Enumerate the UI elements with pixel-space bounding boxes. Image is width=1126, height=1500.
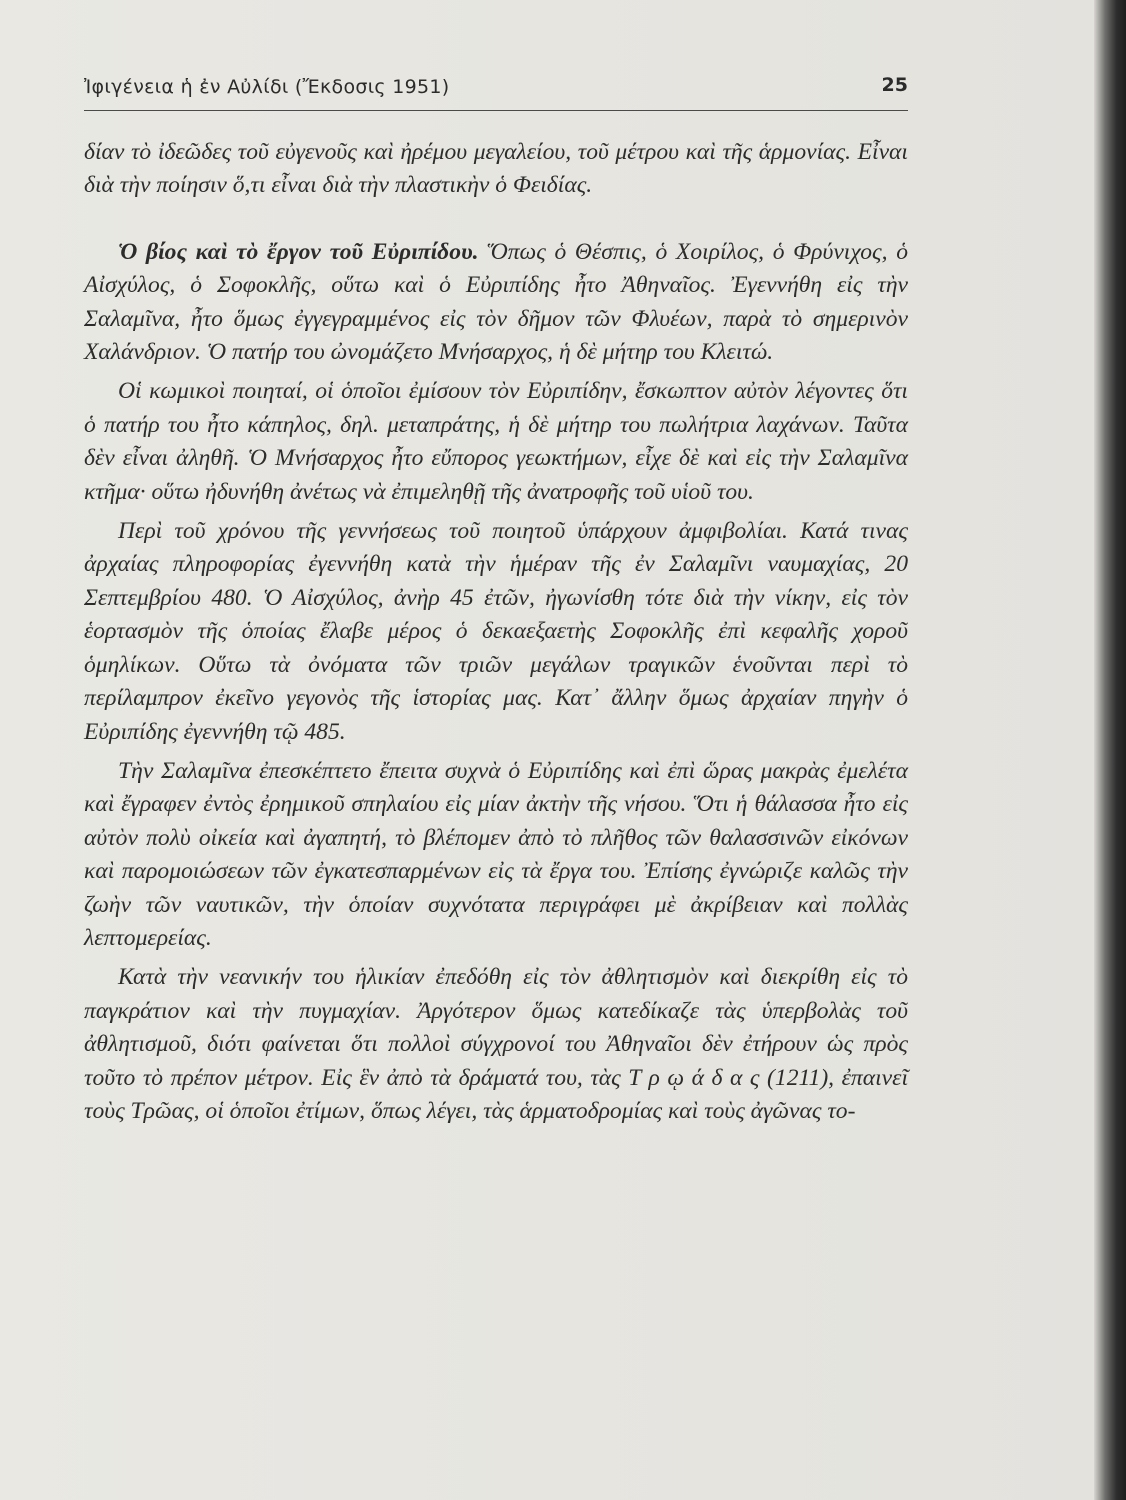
paragraph-6: Κατὰ τὴν νεανικήν του ἡλικίαν ἐπεδόθη εἰς τὸν ἀθλητισμὸν καὶ διεκρίθη εἰς τὸ παγκράτιον καὶ τὴν πυγμαχίαν. Ἀργότερον ὅμως κατεδίκαζε τὰς ὑπερβολὰς τοῦ ἀθλητισμοῦ, διότι φαίνεται ὅτι πολλοὶ σύγχρονοί του Ἀθηναῖοι δὲν ἐτήρουν ὡς πρὸς τοῦτο τὸ πρέπον μέτρον. Εἰς ἓν ἀπὸ τὰ δράματά του, τὰς Τ ρ ῳ ά δ α ς (1211), ἐπαινεῖ τοὺς Τρῶας, οἱ ὁποῖοι ἐτίμων, ὅπως λέγει, τὰς ἁρματοδρομίας καὶ τοὺς ἀγῶνας το- [84, 964, 908, 1124]
paragraph-5: Τὴν Σαλαμῖνα ἐπεσκέπτετο ἔπειτα συχνὰ ὁ Εὐριπίδης καὶ ἐπὶ ὥρας μακρὰς ἐμελέτα καὶ ἔγραφεν ἐντὸς ἐρημικοῦ σπηλαίου εἰς μίαν ἀκτὴν τῆς νήσου. Ὅτι ἡ θάλασσα ἦτο εἰς αὐτὸν πολὺ οἰκεία καὶ ἀγαπητή, τὸ βλέπομεν ἀπὸ τὸ πλῆθος τῶν θαλασσινῶν εἰκόνων καὶ παρομοιώσεων τῶν ἐγκατεσπαρμένων εἰς τὰ ἔργα του. Ἐπίσης ἐγνώριζε καλῶς τὴν ζωὴν τῶν ναυτικῶν, τὴν ὁποίαν συχνότατα περιγράφει μὲ ἀκρίβειαν καὶ πολλὰς λεπτομερείας. [84, 757, 908, 951]
paragraph-2 [84, 236, 908, 370]
paragraph-3: Οἱ κωμικοὶ ποιηταί, οἱ ὁποῖοι ἐμίσουν τὸν Εὐριπίδην, ἔσκωπτον αὐτὸν λέγοντες ὅτι ὁ πατήρ του ἦτο κάπηλος, δηλ. μεταπράτης, ἡ δὲ μήτηρ του πωλήτρια λαχάνων. Ταῦτα δὲν εἶναι ἀληθῆ. Ὁ Μνήσαρχος ἦτο εὔπορος γεωκτήμων, εἶχε δὲ καὶ εἰς τὴν Σαλαμῖνα κτῆμα· οὕτω ἠδυνήθη ἀνέτως νὰ ἐπιμεληθῇ τῆς ἀνατροφῆς τοῦ υἱοῦ του. [84, 378, 908, 505]
running-title: Ἰφιγένεια ἡ ἐν Αὐλίδι (Ἔκδοσις 1951) [84, 76, 450, 98]
paragraph-4: Περὶ τοῦ χρόνου τῆς γεννήσεως τοῦ ποιητοῦ ὑπάρχουν ἀμφιβολίαι. Κατά τινας ἀρχαίας πληροφορίας ἐγεννήθη κατὰ τὴν ἡμέραν τῆς ἐν Σαλαμῖνι ναυμαχίας, 20 Σεπτεμβρίου 480. Ὁ Αἰσχύλος, ἀνὴρ 45 ἐτῶν, ἠγωνίσθη τότε διὰ τὴν νίκην, εἰς τὸν ἑορτασμὸν τῆς ὁποίας ἔλαβε μέρος ὁ δεκαεξαετὴς Σοφοκλῆς ἐπὶ κεφαλῆς χοροῦ ὁμηλίκων. Οὕτω τὰ ὀνόματα τῶν τριῶν μεγάλων τραγικῶν ἑνοῦνται περὶ τὸ περίλαμπρον ἐκεῖνο γεγονὸς τῆς ἱστορίας μας. Κατ᾽ ἄλλην ὅμως ἀρχαίαν πηγὴν ὁ Εὐριπίδης ἐγεννήθη τῷ 485. [84, 518, 908, 745]
page-header [84, 70, 908, 111]
paragraph-2-text: Ὅπως ὁ Θέσπις, ὁ Χοιρίλος, ὁ Φρύνιχος, ὁ Αἰσχύλος, ὁ Σοφοκλῆς, οὕτω καὶ ὁ Εὐριπίδης ἦτο Ἀθηναῖος. Ἐγεννήθη εἰς τὴν Σαλαμῖνα, ἦτο ὅμως ἐγγεγραμμένος εἰς τὸν δῆμον τῶν Φλυέων, παρὰ τὸ σημερινὸν Χαλάνδριον. Ὁ πατήρ του ὠνομάζετο Μνήσαρχος, ἡ δὲ μήτηρ του Κλειτώ. [84, 238, 908, 366]
page-number: 25 [881, 74, 908, 96]
body-text [84, 136, 908, 1128]
section-heading: Ὁ βίος καὶ τὸ ἔργον τοῦ Εὐριπίδου. [118, 238, 479, 265]
book-spine [1094, 0, 1126, 1500]
paragraph-1: δίαν τὸ ἰδεῶδες τοῦ εὐγενοῦς καὶ ἠρέμου μεγαλείου, τοῦ μέτρου καὶ τῆς ἁρμονίας. Εἶναι διὰ τὴν ποίησιν ὅ,τι εἶναι διὰ τὴν πλαστικὴν ὁ Φειδίας. [84, 139, 908, 199]
